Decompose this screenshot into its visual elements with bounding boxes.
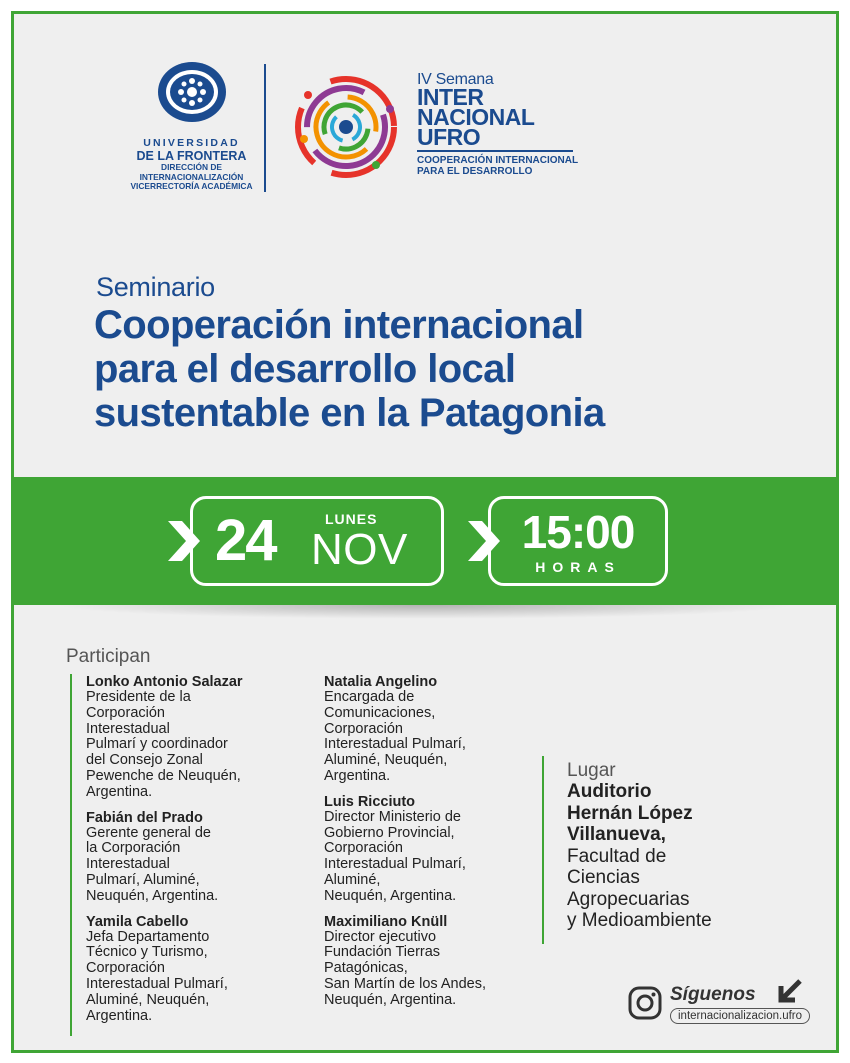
- semana-word-ufro: UFRO: [417, 124, 481, 150]
- participant-role-line: Aluminé,: [324, 871, 381, 888]
- participant: [86, 674, 326, 801]
- title-line-3: sustentable en la Patagonia: [94, 391, 605, 435]
- event-month: NOV: [311, 525, 408, 574]
- participant-role-line: del Consejo Zonal: [86, 752, 203, 769]
- participant-role-line: Corporación: [86, 704, 165, 721]
- participant-role-line: Jefa Departamento: [86, 928, 210, 945]
- participant-role-line: Encargada de: [324, 689, 415, 705]
- participant-name: Luis Ricciuto: [324, 793, 416, 810]
- participant-role-line: Comunicaciones,: [324, 704, 436, 721]
- participant: [86, 810, 326, 905]
- participants-column-1: [86, 674, 326, 1033]
- participant-role-line: Gerente general de: [86, 824, 211, 841]
- participant-role-line: Argentina.: [324, 767, 391, 784]
- participant-role-line: Argentina.: [86, 783, 153, 800]
- venue-detail-line: Ciencias: [567, 867, 640, 888]
- title-kicker: Seminario: [96, 272, 215, 302]
- participant-role-line: Interestadual Pulmarí,: [324, 856, 466, 873]
- participant: [324, 914, 564, 1009]
- venue-name-line: Auditorio: [567, 781, 652, 802]
- follow-label: Síguenos: [670, 984, 756, 1005]
- participant-role-line: Neuquén, Argentina.: [324, 991, 457, 1008]
- participant-role-line: Aluminé, Neuquén,: [324, 752, 448, 769]
- university-dept-line3: VICERRECTORÍA ACADÉMICA: [130, 181, 253, 191]
- participant-role-line: Neuquén, Argentina.: [324, 887, 457, 904]
- semana-rule: [417, 150, 573, 152]
- participant-name: Yamila Cabello: [86, 913, 189, 930]
- university-seal-icon: [151, 59, 233, 129]
- participant-role-line: Interestadual: [86, 720, 170, 737]
- participant-role-line: Neuquén, Argentina.: [86, 887, 219, 904]
- university-dept-line2: INTERNACIONALIZACIÓN: [139, 171, 244, 182]
- participant-role-line: Pulmarí y coordinador: [86, 736, 228, 753]
- instagram-icon[interactable]: [628, 986, 662, 1020]
- participant-role-line: Interestadual: [86, 856, 170, 873]
- participant-name: Natalia Angelino: [324, 674, 438, 690]
- participant-name: Lonko Antonio Salazar: [86, 674, 243, 690]
- venue-heading: Lugar: [567, 760, 616, 781]
- venue-detail-line: y Medioambiente: [567, 910, 712, 931]
- participant-role-line: Corporación: [86, 960, 165, 977]
- venue-name-line: Villanueva,: [567, 824, 666, 845]
- social-handle[interactable]: internacionalizacion.ufro: [670, 1008, 810, 1024]
- participant-name: Maximiliano Knüll: [324, 913, 448, 930]
- poster: [11, 11, 839, 1053]
- participant-role-line: Aluminé, Neuquén,: [86, 991, 210, 1008]
- participant-role-line: Pulmarí, Aluminé,: [86, 871, 200, 888]
- participant-role-line: Fundación Tierras: [324, 944, 441, 961]
- venue-name-line: Hernán López: [567, 802, 693, 824]
- university-name-line1: UNIVERSIDAD: [143, 137, 240, 149]
- event-weekday: LUNES: [325, 511, 378, 527]
- participant-role-line: la Corporación: [86, 840, 181, 857]
- event-time-unit: HORAS: [535, 559, 621, 575]
- semana-word-inter: INTER: [417, 84, 484, 110]
- event-day: 24: [215, 508, 276, 573]
- participant-role-line: Interestadual Pulmarí,: [324, 736, 466, 753]
- semana-internacional-logo-icon: [286, 69, 414, 187]
- participant: [324, 794, 564, 905]
- participant-role-line: Gobierno Provincial,: [324, 824, 455, 841]
- participants-column-2: [324, 674, 564, 1018]
- participant-name: Fabián del Prado: [86, 809, 203, 826]
- semana-word-nacional: NACIONAL: [417, 104, 535, 130]
- university-logo: [129, 59, 254, 192]
- participant-role-line: Pewenche de Neuquén,: [86, 767, 241, 784]
- participant-role-line: Director Ministerio de: [324, 808, 461, 825]
- university-name-line2: DE LA FRONTERA: [136, 149, 247, 163]
- time-box: [488, 496, 668, 586]
- semana-edition: IV Semana: [417, 71, 494, 88]
- participant-role-line: Técnico y Turismo,: [86, 944, 208, 961]
- title-line-1: Cooperación internacional: [94, 303, 584, 347]
- participant: [324, 674, 564, 785]
- schedule-band: [14, 477, 836, 605]
- date-box: [190, 496, 444, 586]
- venue-accent-bar: [542, 756, 544, 944]
- band-shadow: [54, 605, 796, 619]
- participant-role-line: Corporación: [324, 720, 403, 737]
- participant-role-line: San Martín de los Andes,: [324, 975, 487, 992]
- participant-role-line: Patagónicas,: [324, 960, 408, 977]
- venue-detail-line: Facultad de: [567, 845, 667, 867]
- participant-role-line: Argentina.: [86, 1007, 153, 1024]
- participant-role-line: Corporación: [324, 840, 403, 857]
- semana-internacional-title: [417, 73, 617, 178]
- participant: [86, 914, 326, 1025]
- venue-detail-line: Agropecuarias: [567, 888, 690, 910]
- participants-heading: Participan: [66, 646, 151, 667]
- venue-block: [567, 761, 827, 932]
- participant-role-line: Presidente de la: [86, 689, 191, 705]
- header-divider: [264, 64, 266, 192]
- participant-role-line: Interestadual Pulmarí,: [86, 975, 228, 992]
- seminar-title: [82, 271, 822, 435]
- title-line-2: para el desarrollo local: [94, 347, 516, 391]
- semana-tagline-line1: COOPERACIÓN INTERNACIONAL: [417, 154, 579, 166]
- participants-accent-bar: [70, 674, 72, 1036]
- university-dept-line1: DIRECCIÓN DE: [161, 162, 222, 172]
- arrow-down-left-icon: [776, 977, 804, 1005]
- event-time: 15:00: [521, 506, 635, 558]
- participant-role-line: Director ejecutivo: [324, 928, 437, 945]
- semana-tagline-line2: PARA EL DESARROLLO: [417, 166, 533, 177]
